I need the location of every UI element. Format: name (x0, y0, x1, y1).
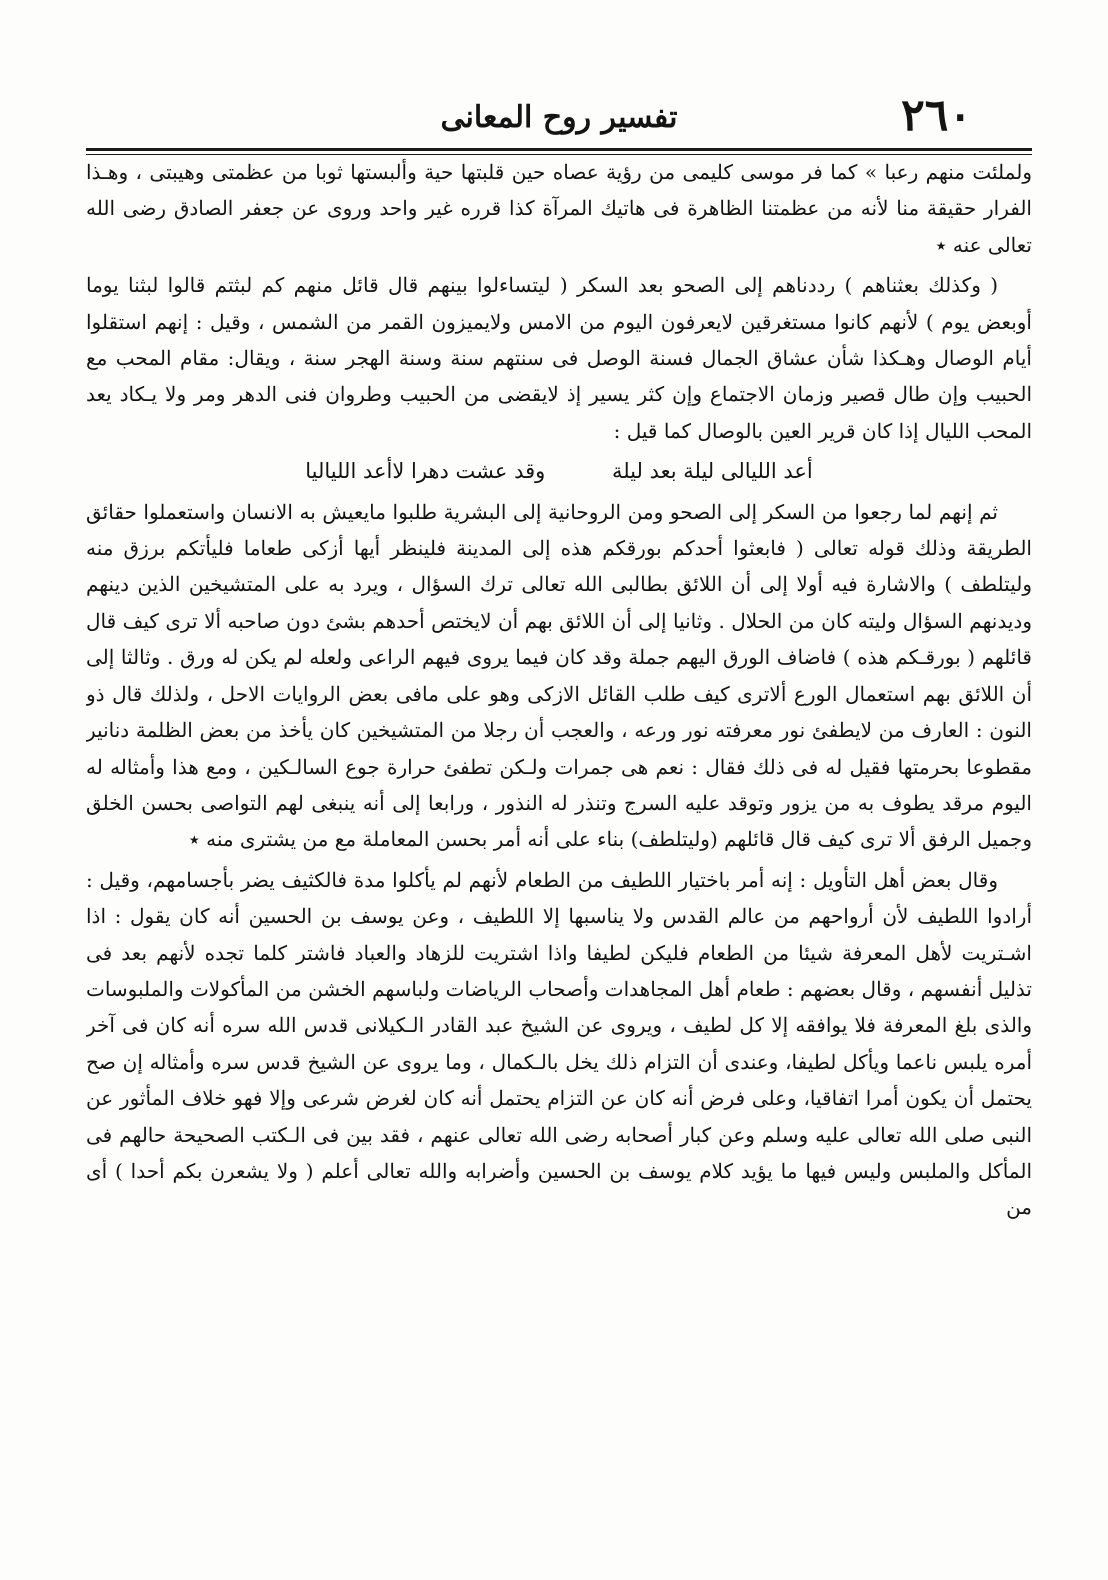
paragraph-3: ثم إنهم لما رجعوا من السكر إلى الصحو ومن الروحانية إلى البشرية طلبوا مايعيش به الانسان واستعملوا حقائق الطريقة وذلك قوله تعالى ( فابعثوا أحدكم بورقكم هذه إلى المدينة فلينظر أيها أزكى طعاما فليأتكم برزق منه وليتلطف ) والاشارة فيه أولا إلى أن اللائق بطالبى الله تعالى ترك السؤال ، ويرد به على المتشيخين الذين دينهم وديدنهم السؤال وليته كان من الحلال . وثانيا إلى أن اللائق بهم أن لايختص أحدهم بشئ دون صاحبه ألا ترى كيف قال قائلهم ( بورقـكم هذه ) فاضاف الورق اليهم جملة وقد كان فيما يروى فيهم الراعى ولعله لم يكن له ورق . وثالثا إلى أن اللائق بهم استعمال الورع ألاترى كيف طلب القائل الازكى وهو على مافى بعض الروايات الاحل ، ولذلك قال ذو النون : العارف من لايطفئ نور معرفته نور ورعه ، والعجب أن رجلا من المتشيخين كان يأخذ من بعض الظلمة دنانير مقطوعا بحرمتها فقيل له فى ذلك فقال : نعم هى جمرات ولـكن تطفئ حرارة جوع السالـكين ، ومع هذا وأمثاله له اليوم مرقد يطوف به من يزور وتوقد عليه السرج وتنذر له النذور ، ورابعا إلى أنه ينبغى لهم التواصى بحسن الخلق وجميل الرفق ألا ترى كيف قال قائلهم (وليتلطف) بناء على أنه أمر بحسن المعاملة مع من يشترى منه ٭ (86, 499, 1032, 852)
verse-hemistich-1: أعد الليالى ليلة بعد ليلة (611, 459, 813, 484)
header-rule (86, 148, 1032, 151)
verse-hemistich-2: وقد عشت دهرا لاأعد اللياليا (305, 459, 546, 484)
page-header (86, 88, 1032, 148)
body-text (86, 154, 1032, 1564)
running-title: تفسير روح المعانى (440, 100, 678, 135)
verse-line (86, 453, 1032, 489)
page-number: ٢٦٠ (901, 90, 972, 141)
paragraph-4: وقال بعض أهل التأويل : إنه أمر باختيار اللطيف من الطعام لأنهم لم يأكلوا مدة فالكثيف يضر بأجسامهم، وقيل : أرادوا اللطيف لأن أرواحهم من عالم القدس ولا يناسبها إلا اللطيف ، وعن يوسف بن الحسين أنه كان يقول : اذا اشـتريت لأهل المعرفة شيئا من الطعام فليكن لطيفا واذا اشتريت للزهاد والعباد فاشتر كلما تجده لأنهم بعد فى تذليل أنفسهم ، وقال بعضهم : طعام أهل المجاهدات وأصحاب الرياضات ولباسهم الخشن من المأكولات والملبوسات والذى بلغ المعرفة فلا يوافقه إلا كل لطيف ، ويروى عن الشيخ عبد القادر الـكيلانى قدس الله سره أنه كان فى آخر أمره يلبس ناعما ويأكل لطيفا، وعندى أن التزام ذلك يخل بالـكمال ، وما يروى عن الشيخ قدس سره وأمثاله إن صح يحتمل أن يكون أمرا اتفاقيا، وعلى فرض أنه كان عن التزام يحتمل أنه كان لغرض شرعى وإلا فهو خلاف المأثور عن النبى صلى الله تعالى عليه وسلم وعن كبار أصحابه رضى الله تعالى عنهم ، فقد بين فى الـكتب الصحيحة حالهم فى المأكل والملبس وليس فيها ما يؤيد كلام يوسف بن الحسين وأضرابه والله تعالى أعلم ( ولا يشعرن بكم أحدا ) أى من (86, 867, 1032, 1220)
paragraph-1: ولملئت منهم رعبا » كما فر موسى كليمى من رؤية عصاه حين قلبتها حية وألبستها ثوبا من عظمتى وهيبتى ، وهـذا الفرار حقيقة منا لأنه من عظمتنا الظاهرة فى هاتيك المرآة كذا قرره غير واحد وروى عن جعفر الصادق رضى الله تعالى عنه ٭ (86, 160, 1032, 257)
paragraph-2: ( وكذلك بعثناهم ) رددناهم إلى الصحو بعد السكر ( ليتساءلوا بينهم قال قائل منهم كم لبثتم قالوا لبثنا يوما أوبعض يوم ) لأنهم كانوا مستغرقين لايعرفون اليوم من الامس ولايميزون القمر من الشمس ، وقيل : إنهم استقلوا أيام الوصال وهـكذا شأن عشاق الجمال فسنة الوصل فى سنتهم سنة وسنة الهجر سنة ، ويقال: مقام المحب مع الحبيب وإن طال قصير وزمان الاجتماع وإن كثر يسير إذ لايقضى من الحبيب وطروان فنى الدهر ومر ولا يـكاد يعد المحب الليال إذا كان قرير العين بالوصال كما قيل : (86, 273, 1032, 443)
